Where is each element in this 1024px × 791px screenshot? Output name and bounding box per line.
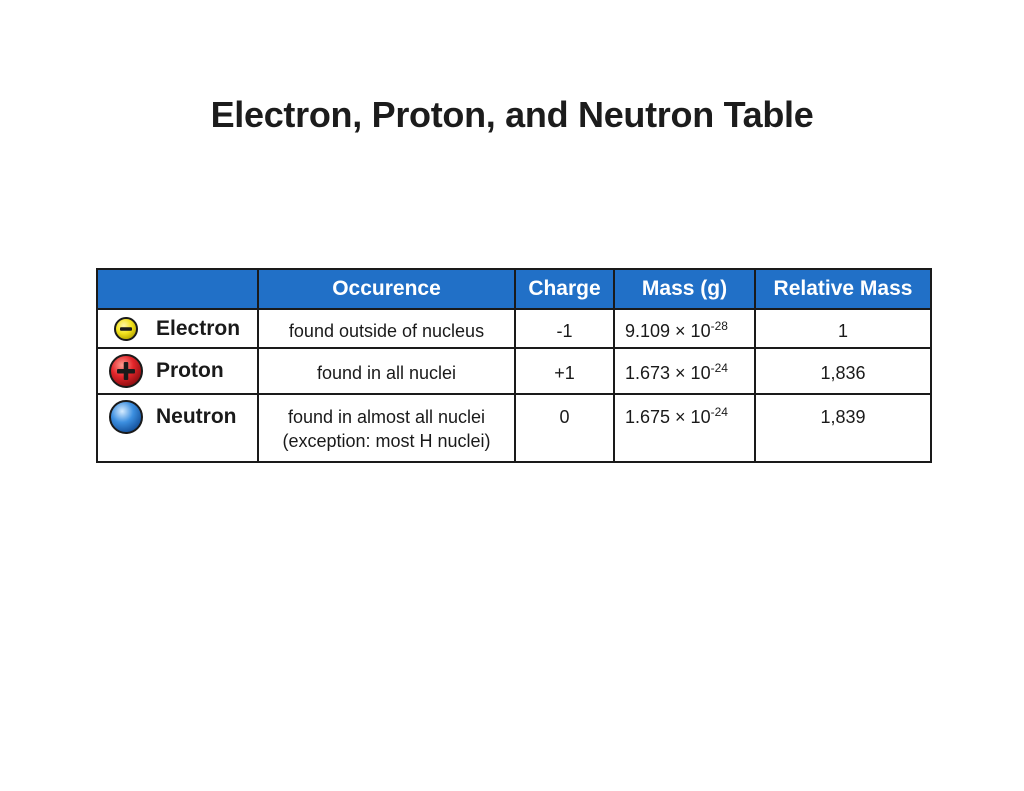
header-mass: Mass (g): [614, 269, 755, 309]
occurrence-cell: [258, 309, 515, 348]
particle-name-cell: [97, 394, 258, 462]
mass-exponent: -24: [710, 405, 728, 419]
particle-name: Proton: [156, 359, 224, 382]
mass-base: 1.675 × 10: [625, 407, 711, 427]
particle-table: [96, 268, 932, 463]
table-row: [97, 348, 931, 394]
charge-cell: [515, 309, 614, 348]
charge-cell: [515, 348, 614, 394]
mass-value: [615, 310, 754, 343]
table-row: [97, 394, 931, 462]
charge-cell: [515, 394, 614, 462]
occurrence-text: found in almost all nuclei: [287, 407, 486, 427]
charge-value: -1: [556, 321, 573, 341]
mass-exponent: -28: [710, 319, 728, 333]
relative-mass-cell: [755, 394, 931, 462]
occurrence-cell: [258, 394, 515, 462]
header-charge: Charge: [515, 269, 614, 309]
neutron-sphere-icon: [106, 399, 146, 435]
particle-name: Electron: [156, 316, 241, 340]
mass-value: [615, 349, 754, 385]
header-occurrence: Occurence: [258, 269, 515, 309]
header-relative-mass: Relative Mass: [755, 269, 931, 309]
table-header-row: [97, 269, 931, 309]
relative-mass-cell: [755, 309, 931, 348]
particle-name: Neutron: [156, 405, 237, 428]
header-name: [97, 269, 258, 309]
electron-minus-icon: [106, 316, 146, 342]
relative-mass-cell: [755, 348, 931, 394]
occurrence-text: found outside of nucleus: [288, 321, 485, 341]
charge-value: 0: [559, 407, 570, 427]
relative-mass-value: 1,839: [820, 407, 866, 427]
particle-name-cell: [97, 309, 258, 348]
mass-value: [615, 395, 754, 429]
page-title: Electron, Proton, and Neutron Table: [210, 94, 814, 135]
proton-plus-icon: [106, 353, 146, 389]
occurrence-text: found in all nuclei: [316, 363, 457, 383]
charge-value: +1: [554, 363, 575, 383]
mass-cell: [614, 394, 755, 462]
mass-exponent: -24: [710, 361, 728, 375]
mass-base: 9.109 × 10: [625, 321, 711, 341]
table-row: [97, 309, 931, 348]
relative-mass-value: 1,836: [820, 363, 866, 383]
mass-cell: [614, 348, 755, 394]
occurrence-cell: [258, 348, 515, 394]
mass-cell: [614, 309, 755, 348]
relative-mass-value: 1: [837, 321, 848, 341]
occurrence-exception-text: (exception: most H nuclei): [282, 431, 491, 451]
mass-base: 1.673 × 10: [625, 363, 711, 383]
particle-name-cell: [97, 348, 258, 394]
